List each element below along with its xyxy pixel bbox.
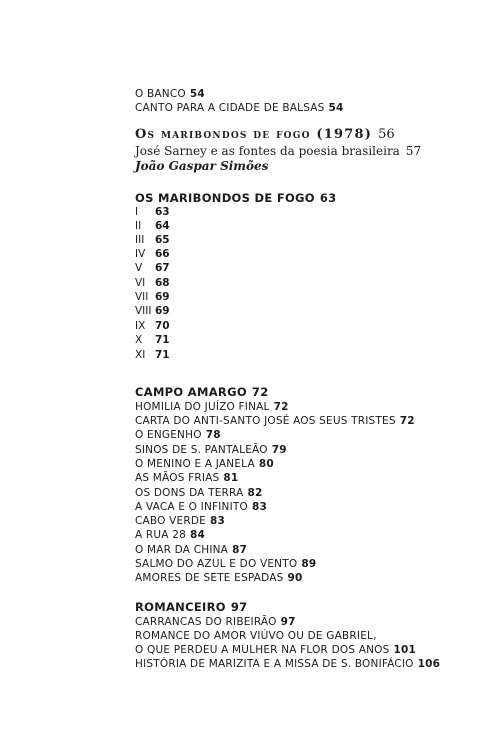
roman-entry bbox=[135, 206, 170, 218]
toc-entry bbox=[135, 429, 221, 441]
roman-entry bbox=[135, 277, 170, 289]
toc-entry-page: 90 bbox=[287, 572, 303, 584]
toc-entry-page: 78 bbox=[205, 429, 221, 441]
toc-entry bbox=[135, 644, 416, 656]
toc-entry-page: 54 bbox=[189, 88, 205, 100]
roman-page: 63 bbox=[155, 206, 170, 218]
toc-entry-page: 106 bbox=[417, 658, 441, 670]
roman-numeral: I bbox=[135, 206, 139, 218]
roman-numeral: VII bbox=[135, 291, 149, 303]
toc-entry-page: 82 bbox=[247, 487, 263, 499]
toc-entry-title: A RUA 28 bbox=[135, 529, 186, 541]
roman-numeral: VI bbox=[135, 277, 146, 289]
section-heading bbox=[135, 600, 247, 614]
toc-entry-title: AMORES DE SETE ESPADAS bbox=[135, 572, 284, 584]
roman-numeral: V bbox=[135, 262, 143, 274]
toc-entry bbox=[135, 401, 289, 413]
roman-entry bbox=[135, 248, 170, 260]
roman-page: 71 bbox=[155, 334, 170, 346]
toc-entry-page: 83 bbox=[209, 515, 225, 527]
toc-entry-page: 89 bbox=[301, 558, 317, 570]
roman-numeral: IV bbox=[135, 248, 146, 260]
toc-entry-page: 87 bbox=[232, 544, 248, 556]
toc-entry bbox=[135, 616, 296, 628]
roman-page: 66 bbox=[155, 248, 170, 260]
roman-page: 68 bbox=[155, 277, 170, 289]
roman-numeral: II bbox=[135, 220, 142, 232]
toc-entry-page: 72 bbox=[273, 401, 289, 413]
toc-entry-title: A VACA E O INFINITO bbox=[135, 501, 248, 513]
toc-entry-page: 84 bbox=[189, 529, 205, 541]
section-title: OS MARIBONDOS DE FOGO bbox=[135, 191, 315, 205]
section-page: 72 bbox=[251, 385, 269, 399]
essay-page: 57 bbox=[405, 144, 422, 158]
roman-entry bbox=[135, 334, 170, 346]
toc-entry-title: OS DONS DA TERRA bbox=[135, 487, 244, 499]
roman-page: 65 bbox=[155, 234, 170, 246]
toc-entry bbox=[135, 444, 287, 456]
section-title: CAMPO AMARGO bbox=[135, 385, 247, 399]
roman-numeral: XI bbox=[135, 349, 146, 361]
roman-entry bbox=[135, 320, 170, 332]
toc-entry-title: O BANCO bbox=[135, 88, 186, 100]
roman-page: 71 bbox=[155, 349, 170, 361]
essay-title: José Sarney e as fontes da poesia brasileira bbox=[135, 144, 400, 158]
toc-entry-page: 97 bbox=[280, 616, 296, 628]
roman-page: 70 bbox=[155, 320, 170, 332]
toc-entry-title: AS MÃOS FRIAS bbox=[135, 472, 220, 484]
toc-entry-title: O QUE PERDEU A MULHER NA FLOR DOS ANOS bbox=[135, 644, 390, 656]
roman-numeral: IX bbox=[135, 320, 146, 332]
toc-entry-title: SALMO DO AZUL E DO VENTO bbox=[135, 558, 298, 570]
toc-entry bbox=[135, 572, 303, 584]
toc-entry-title: HOMILIA DO JUÍZO FINAL bbox=[135, 401, 270, 413]
toc-entry bbox=[135, 487, 263, 499]
toc-entry-page: 101 bbox=[393, 644, 417, 656]
section-page: 97 bbox=[230, 600, 248, 614]
toc-entry-title: O MENINO E A JANELA bbox=[135, 458, 255, 470]
roman-numeral: III bbox=[135, 234, 145, 246]
roman-numeral: X bbox=[135, 334, 143, 346]
roman-entry bbox=[135, 291, 170, 303]
toc-entry-page: 72 bbox=[399, 415, 415, 427]
book-title-page: 56 bbox=[378, 127, 395, 142]
roman-page: 69 bbox=[155, 305, 170, 317]
toc-entry-page: 81 bbox=[223, 472, 239, 484]
toc-entry bbox=[135, 658, 440, 670]
toc-entry bbox=[135, 630, 377, 642]
toc-entry-title: CARRANCAS DO RIBEIRÃO bbox=[135, 616, 277, 628]
toc-entry-title: O ENGENHO bbox=[135, 429, 202, 441]
toc-entry-title: HISTÓRIA DE MARIZITA E A MISSA DE S. BONIFÁCIO bbox=[135, 658, 414, 670]
toc-entry bbox=[135, 88, 205, 100]
toc-entry bbox=[135, 558, 316, 570]
book-title: Os maribondos de fogo (1978) bbox=[135, 127, 373, 142]
toc-entry-page: 80 bbox=[258, 458, 274, 470]
toc-entry bbox=[135, 544, 247, 556]
section-title: ROMANCEIRO bbox=[135, 600, 226, 614]
roman-entry bbox=[135, 234, 170, 246]
roman-entry bbox=[135, 220, 170, 232]
book-heading bbox=[135, 127, 395, 142]
toc-entry bbox=[135, 515, 225, 527]
toc-entry-page: 79 bbox=[271, 444, 287, 456]
toc-entry-title: CABO VERDE bbox=[135, 515, 206, 527]
roman-numeral: VIII bbox=[135, 305, 152, 317]
roman-entry bbox=[135, 305, 170, 317]
roman-page: 64 bbox=[155, 220, 170, 232]
section-page: 63 bbox=[319, 191, 337, 205]
toc-entry bbox=[135, 102, 344, 114]
toc-entry-title: CANTO PARA A CIDADE DE BALSAS bbox=[135, 102, 325, 114]
section-heading bbox=[135, 191, 336, 205]
toc-entry bbox=[135, 501, 267, 513]
essay-author: João Gaspar Simões bbox=[135, 159, 269, 173]
toc-entry-page: 83 bbox=[251, 501, 267, 513]
toc-entry bbox=[135, 458, 274, 470]
toc-entry-page: 54 bbox=[328, 102, 344, 114]
toc-entry-title: ROMANCE DO AMOR VIÚVO OU DE GABRIEL, bbox=[135, 630, 377, 642]
roman-page: 67 bbox=[155, 262, 170, 274]
section-heading bbox=[135, 385, 269, 399]
toc-entry bbox=[135, 415, 415, 427]
toc-entry-title: O MAR DA CHINA bbox=[135, 544, 229, 556]
roman-entry bbox=[135, 349, 170, 361]
toc-entry bbox=[135, 472, 238, 484]
essay-entry bbox=[135, 144, 421, 158]
roman-entry bbox=[135, 262, 170, 274]
toc-entry-title: SINOS DE S. PANTALEÃO bbox=[135, 444, 268, 456]
toc-entry-title: CARTA DO ANTI-SANTO JOSÉ AOS SEUS TRISTES bbox=[135, 415, 396, 427]
roman-page: 69 bbox=[155, 291, 170, 303]
toc-entry bbox=[135, 529, 205, 541]
